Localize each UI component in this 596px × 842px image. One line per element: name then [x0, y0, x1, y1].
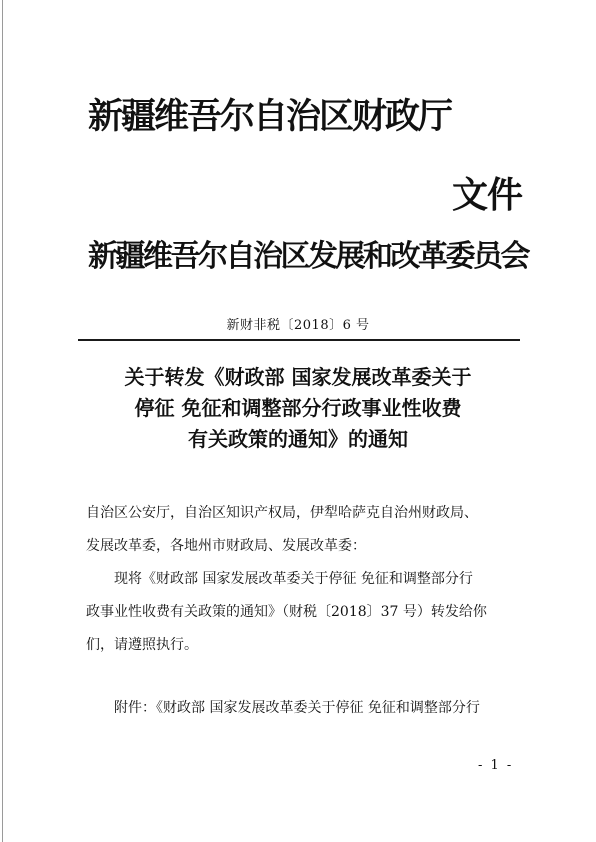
- scan-edge-line: [2, 0, 3, 842]
- main-paragraph: [86, 563, 536, 662]
- title-line: 关于转发《财政部 国家发展改革委关于: [124, 365, 472, 389]
- recipients-line: 自治区公安厅，自治区知识产权局，伊犁哈萨克自治州财政局、: [86, 505, 478, 521]
- attachment-note: [86, 692, 536, 725]
- header-divider: [78, 339, 520, 341]
- issuer-name-finance-department: 新疆维吾尔自治区财政厅: [88, 97, 452, 137]
- issuer-name-development-reform-commission: 新疆维吾尔自治区发展和改革委员会: [88, 239, 528, 274]
- title-line: 有关政策的通知》的通知: [188, 427, 408, 451]
- recipients-line: 发展改革委，各地州市财政局、发展改革委：: [86, 538, 366, 554]
- document-title: [60, 362, 536, 455]
- document-number: 新财非税〔2018〕6 号: [226, 318, 370, 333]
- page-number: - 1 -: [478, 758, 514, 773]
- title-line: 停征 免征和调整部分行政事业性收费: [134, 396, 462, 420]
- paragraph-line: 政事业性收费有关政策的通知》（财税〔2018〕37 号）转发给你: [86, 604, 487, 620]
- recipients-block: [86, 497, 536, 563]
- document-label: 文件: [452, 175, 523, 216]
- paragraph-line: 现将《财政部 国家发展改革委关于停征 免征和调整部分行: [114, 571, 473, 587]
- paragraph-line: 们，请遵照执行。: [86, 637, 198, 653]
- attachment-line: 附件：《财政部 国家发展改革委关于停征 免征和调整部分行: [114, 700, 480, 716]
